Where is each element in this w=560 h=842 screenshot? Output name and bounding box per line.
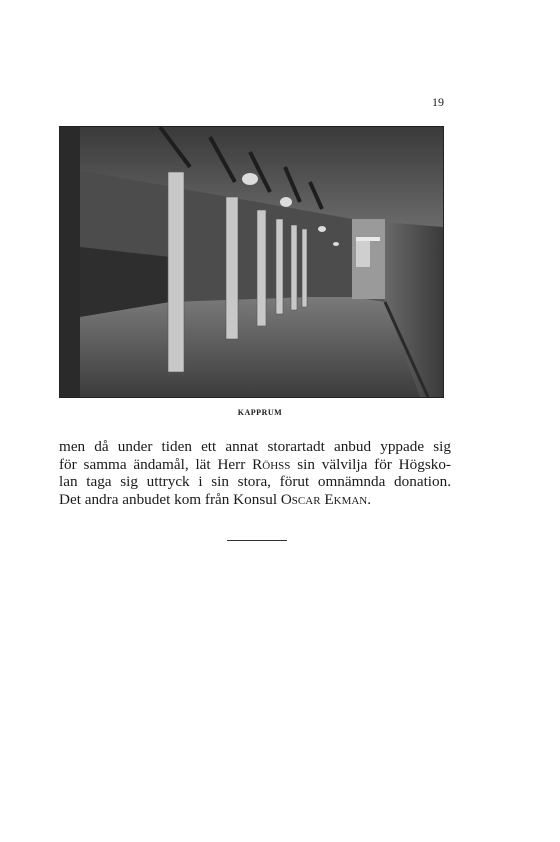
section-divider xyxy=(227,540,287,541)
caption-text: KAPPRUM xyxy=(237,408,283,417)
line-text: Det andra anbudet kom från Konsul xyxy=(59,490,281,508)
figure-caption xyxy=(0,408,520,417)
page-number: 19 xyxy=(432,95,444,109)
person-name: Röhss xyxy=(252,455,291,473)
paragraph-line xyxy=(59,438,451,456)
line-text: lan taga sig uttryck i sin stora, förut omnämnda donation. xyxy=(59,473,451,490)
body-paragraph xyxy=(59,438,451,508)
paragraph-line xyxy=(59,456,451,474)
line-text: för samma ändamål, lät Herr xyxy=(59,455,253,473)
line-text: men då under tiden ett annat storartadt anbud yppade sig xyxy=(59,438,451,455)
paragraph-line xyxy=(59,491,451,509)
cloakroom-photo-illustration xyxy=(60,127,443,397)
cloakroom-photograph xyxy=(59,126,444,398)
line-text: . xyxy=(367,490,372,508)
line-text: sin välvilja för Högsko- xyxy=(290,455,451,473)
person-name: Oscar Ekman xyxy=(280,490,368,508)
paragraph-line xyxy=(59,473,451,491)
